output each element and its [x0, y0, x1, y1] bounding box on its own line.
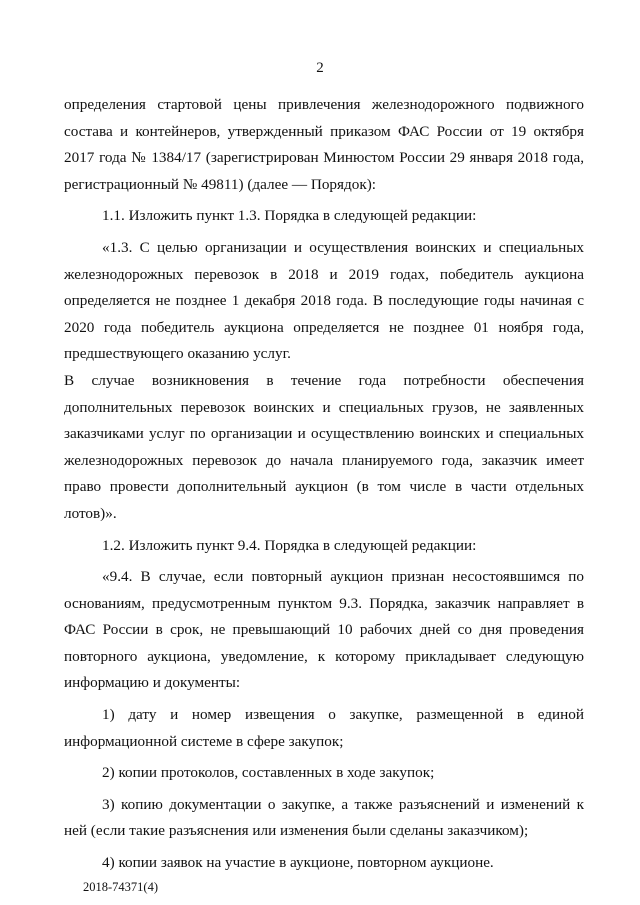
paragraph-item-1-2: 1.2. Изложить пункт 9.4. Порядка в следующей редакции: [102, 536, 477, 554]
paragraph-item-1-1: 1.1. Изложить пункт 1.3. Порядка в следующей редакции: [102, 207, 477, 225]
document-body [64, 92, 584, 877]
list-item-3: 3) копию документации о закупке, а также разъяснений и изменений к ней (если такие разъяснения или изменения были сделаны заказчиком); [64, 795, 584, 840]
document-code: 2018-74371(4) [83, 880, 158, 894]
list-item-2: 2) копии протоколов, составленных в ходе закупок; [102, 764, 435, 782]
paragraph-intro: определения стартовой цены привлечения железнодорожного подвижного состава и контейнеров, утвержденный приказом ФАС России от 19 октября 2017 года № 1384/17 (зарегистрирован Минюстом России 29 января 2018 года, регистрационный № 49811) (далее — Порядок): [64, 96, 584, 193]
list-item-1: 1) дату и номер извещения о закупке, размещенной в единой информационной системе в сфере закупок; [64, 706, 584, 750]
paragraph-clause-1-3-continued: В случае возникновения в течение года потребности обеспечения дополнительных перевозок воинских и специальных грузов, не заявленных заказчиками услуг по организации и осуществлению воинских и специальных железнодорожных перевозок до начала планируемого года, заказчик имеет право провести дополнительный аукцион (в том числе в части отдельных лотов)». [64, 371, 584, 522]
paragraph-clause-9-4: «9.4. В случае, если повторный аукцион признан несостоявшимся по основаниям, предусмотренным пунктом 9.3. Порядка, заказчик направляет в ФАС России в срок, не превышающий 10 рабочих дней со дня проведения повторного аукциона, уведомление, к которому прикладывает следующую информацию и документы: [64, 568, 584, 692]
list-item-4: 4) копии заявок на участие в аукционе, повторном аукционе. [102, 854, 494, 872]
page-number: 2 [316, 60, 324, 76]
paragraph-clause-1-3: «1.3. С целью организации и осуществления воинских и специальных железнодорожных перевозок в 2018 и 2019 годах, победитель аукциона определяется не позднее 1 декабря 2018 года. В последующие годы начиная с 2020 года победитель аукциона определяется не позднее 01 ноября года, предшествующего оказанию услуг. [64, 238, 584, 363]
